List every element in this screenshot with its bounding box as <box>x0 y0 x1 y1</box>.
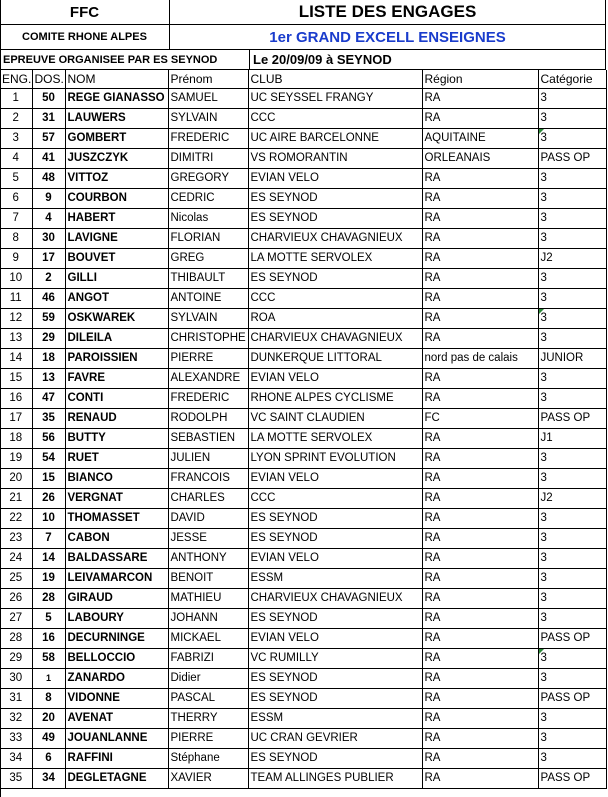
prenom-cell: DAVID <box>168 509 248 529</box>
nom-cell: LABOURY <box>65 609 168 629</box>
prenom-cell: ANTOINE <box>168 289 248 309</box>
dos-cell: 7 <box>32 529 65 549</box>
table-row <box>0 729 606 749</box>
region-cell: RA <box>422 469 538 489</box>
categorie-cell: 3 <box>538 269 606 289</box>
eng-cell: 8 <box>0 229 32 249</box>
categorie-cell: 3 <box>538 569 606 589</box>
dos-cell: 58 <box>32 649 65 669</box>
eng-cell: 20 <box>0 469 32 489</box>
prenom-cell: CEDRIC <box>168 189 248 209</box>
prenom-cell: SYLVAIN <box>168 109 248 129</box>
categorie-cell: 3 <box>538 709 606 729</box>
dos-cell: 2 <box>32 269 65 289</box>
dos-cell: 46 <box>32 289 65 309</box>
nom-cell: DILEILA <box>65 329 168 349</box>
region-cell: RA <box>422 309 538 329</box>
categorie-cell: 3 <box>538 389 606 409</box>
nom-cell: REGE GIANASSO <box>65 89 168 109</box>
region-cell: AQUITAINE <box>422 129 538 149</box>
region-cell: RA <box>422 529 538 549</box>
federation-label: FFC <box>0 0 170 25</box>
eng-cell: 18 <box>0 429 32 449</box>
categorie-cell: 3 <box>538 529 606 549</box>
club-cell: VC SAINT CLAUDIEN <box>248 409 422 429</box>
region-cell: RA <box>422 329 538 349</box>
table-row <box>0 309 606 329</box>
categorie-cell: JUNIOR <box>538 349 606 369</box>
table-row <box>0 709 606 729</box>
categorie-cell: PASS OP <box>538 769 606 789</box>
region-cell: RA <box>422 729 538 749</box>
eng-cell: 26 <box>0 589 32 609</box>
club-cell: ES SEYNOD <box>248 189 422 209</box>
club-cell: UC CRAN GEVRIER <box>248 729 422 749</box>
eng-cell: 4 <box>0 149 32 169</box>
nom-cell: RENAUD <box>65 409 168 429</box>
prenom-cell: FREDERIC <box>168 129 248 149</box>
region-cell: RA <box>422 709 538 729</box>
dos-cell: 59 <box>32 309 65 329</box>
region-cell: RA <box>422 449 538 469</box>
club-cell: EVIAN VELO <box>248 549 422 569</box>
table-row <box>0 329 606 349</box>
club-cell: ES SEYNOD <box>248 509 422 529</box>
nom-cell: BALDASSARE <box>65 549 168 569</box>
region-cell: RA <box>422 669 538 689</box>
region-cell: RA <box>422 609 538 629</box>
region-cell: ORLEANAIS <box>422 149 538 169</box>
table-row <box>0 569 606 589</box>
region-cell: RA <box>422 689 538 709</box>
nom-cell: RUET <box>65 449 168 469</box>
club-cell: CCC <box>248 289 422 309</box>
nom-cell: ZANARDO <box>65 669 168 689</box>
club-cell: ES SEYNOD <box>248 669 422 689</box>
dos-cell: 56 <box>32 429 65 449</box>
prenom-cell: RODOLPH <box>168 409 248 429</box>
categorie-cell: 3 <box>538 189 606 209</box>
col-header-club: CLUB <box>248 70 422 89</box>
prenom-cell: GREG <box>168 249 248 269</box>
nom-cell: HABERT <box>65 209 168 229</box>
dos-cell: 19 <box>32 569 65 589</box>
eng-cell: 19 <box>0 449 32 469</box>
club-cell: LYON SPRINT EVOLUTION <box>248 449 422 469</box>
prenom-cell: FREDERIC <box>168 389 248 409</box>
nom-cell: LAUWERS <box>65 109 168 129</box>
categorie-cell: J1 <box>538 429 606 449</box>
prenom-cell: SAMUEL <box>168 89 248 109</box>
dos-cell: 20 <box>32 709 65 729</box>
club-cell: CHARVIEUX CHAVAGNIEUX <box>248 589 422 609</box>
eng-cell: 22 <box>0 509 32 529</box>
table-row <box>0 509 606 529</box>
prenom-cell: FLORIAN <box>168 229 248 249</box>
categorie-cell: 3 <box>538 609 606 629</box>
club-cell: CHARVIEUX CHAVAGNIEUX <box>248 329 422 349</box>
table-row <box>0 449 606 469</box>
categorie-cell: 3 <box>538 229 606 249</box>
club-cell: ES SEYNOD <box>248 749 422 769</box>
region-cell: RA <box>422 549 538 569</box>
eng-cell: 13 <box>0 329 32 349</box>
region-cell: RA <box>422 589 538 609</box>
region-cell: RA <box>422 649 538 669</box>
nom-cell: CABON <box>65 529 168 549</box>
categorie-cell: 3 <box>538 509 606 529</box>
nom-cell: COURBON <box>65 189 168 209</box>
nom-cell: LEIVAMARCON <box>65 569 168 589</box>
categorie-cell: PASS OP <box>538 409 606 429</box>
dos-cell: 35 <box>32 409 65 429</box>
club-cell: EVIAN VELO <box>248 169 422 189</box>
prenom-cell: PIERRE <box>168 349 248 369</box>
dos-cell: 17 <box>32 249 65 269</box>
table-row <box>0 189 606 209</box>
region-cell: RA <box>422 249 538 269</box>
table-row <box>0 469 606 489</box>
categorie-cell: PASS OP <box>538 149 606 169</box>
table-row <box>0 529 606 549</box>
categorie-cell: 3 <box>538 589 606 609</box>
nom-cell: BELLOCCIO <box>65 649 168 669</box>
list-title: LISTE DES ENGAGES <box>170 0 606 25</box>
eng-cell: 23 <box>0 529 32 549</box>
nom-cell: FAVRE <box>65 369 168 389</box>
prenom-cell: Nicolas <box>168 209 248 229</box>
categorie-cell: 3 <box>538 129 606 149</box>
table-row <box>0 369 606 389</box>
eng-cell: 32 <box>0 709 32 729</box>
eng-cell: 24 <box>0 549 32 569</box>
col-header-eng: ENG. <box>0 70 32 89</box>
prenom-cell: GREGORY <box>168 169 248 189</box>
dos-cell: 6 <box>32 749 65 769</box>
region-cell: RA <box>422 189 538 209</box>
categorie-cell: 3 <box>538 449 606 469</box>
col-header-dos: DOS. <box>32 70 65 89</box>
prenom-cell: PIERRE <box>168 729 248 749</box>
prenom-cell: SEBASTIEN <box>168 429 248 449</box>
date-place-label: Le 20/09/09 à SEYNOD <box>250 50 606 70</box>
prenom-cell: FRANCOIS <box>168 469 248 489</box>
categorie-cell: 3 <box>538 649 606 669</box>
nom-cell: GIRAUD <box>65 589 168 609</box>
categorie-cell: 3 <box>538 289 606 309</box>
region-cell: RA <box>422 209 538 229</box>
categorie-cell: 3 <box>538 109 606 129</box>
dos-cell: 1 <box>32 669 65 689</box>
dos-cell: 48 <box>32 169 65 189</box>
eng-cell: 1 <box>0 89 32 109</box>
table-row <box>0 169 606 189</box>
eng-cell: 15 <box>0 369 32 389</box>
table-row <box>0 129 606 149</box>
club-cell: EVIAN VELO <box>248 469 422 489</box>
eng-cell: 2 <box>0 109 32 129</box>
club-cell: CCC <box>248 489 422 509</box>
club-cell: ROA <box>248 309 422 329</box>
eng-cell: 11 <box>0 289 32 309</box>
table-row <box>0 109 606 129</box>
nom-cell: VITTOZ <box>65 169 168 189</box>
nom-cell: DECURNINGE <box>65 629 168 649</box>
club-cell: ES SEYNOD <box>248 269 422 289</box>
nom-cell: BUTTY <box>65 429 168 449</box>
categorie-cell: 3 <box>538 169 606 189</box>
dos-cell: 8 <box>32 689 65 709</box>
eng-cell: 16 <box>0 389 32 409</box>
region-cell: nord pas de calais <box>422 349 538 369</box>
table-row <box>0 429 606 449</box>
dos-cell: 14 <box>32 549 65 569</box>
region-cell: RA <box>422 169 538 189</box>
club-cell: CHARVIEUX CHAVAGNIEUX <box>248 229 422 249</box>
region-cell: RA <box>422 629 538 649</box>
eng-cell: 21 <box>0 489 32 509</box>
club-cell: ESSM <box>248 569 422 589</box>
nom-cell: DEGLETAGNE <box>65 769 168 789</box>
categorie-cell: 3 <box>538 309 606 329</box>
prenom-cell: SYLVAIN <box>168 309 248 329</box>
eng-cell: 5 <box>0 169 32 189</box>
prenom-cell: Stéphane <box>168 749 248 769</box>
club-cell: DUNKERQUE LITTORAL <box>248 349 422 369</box>
table-row <box>0 669 606 689</box>
club-cell: LA MOTTE SERVOLEX <box>248 249 422 269</box>
dos-cell: 50 <box>32 89 65 109</box>
categorie-cell: 3 <box>538 469 606 489</box>
table-row <box>0 689 606 709</box>
table-row <box>0 769 606 789</box>
dos-cell: 4 <box>32 209 65 229</box>
dos-cell: 54 <box>32 449 65 469</box>
dos-cell: 57 <box>32 129 65 149</box>
prenom-cell: ANTHONY <box>168 549 248 569</box>
categorie-cell: PASS OP <box>538 689 606 709</box>
club-cell: ES SEYNOD <box>248 609 422 629</box>
column-header-row <box>0 70 606 89</box>
region-cell: RA <box>422 289 538 309</box>
dos-cell: 18 <box>32 349 65 369</box>
table-row <box>0 549 606 569</box>
nom-cell: CONTI <box>65 389 168 409</box>
eng-cell: 29 <box>0 649 32 669</box>
prenom-cell: MATHIEU <box>168 589 248 609</box>
nom-cell: LAVIGNE <box>65 229 168 249</box>
eng-cell: 17 <box>0 409 32 429</box>
table-row <box>0 229 606 249</box>
prenom-cell: JESSE <box>168 529 248 549</box>
region-cell: FC <box>422 409 538 429</box>
prenom-cell: CHRISTOPHE <box>168 329 248 349</box>
categorie-cell: 3 <box>538 89 606 109</box>
eng-cell: 30 <box>0 669 32 689</box>
table-row <box>0 349 606 369</box>
categorie-cell: 3 <box>538 729 606 749</box>
nom-cell: BIANCO <box>65 469 168 489</box>
club-cell: UC SEYSSEL FRANGY <box>248 89 422 109</box>
nom-cell: JUSZCZYK <box>65 149 168 169</box>
region-cell: RA <box>422 89 538 109</box>
eng-cell: 28 <box>0 629 32 649</box>
region-cell: RA <box>422 429 538 449</box>
club-cell: RHONE ALPES CYCLISME <box>248 389 422 409</box>
dos-cell: 26 <box>32 489 65 509</box>
categorie-cell: J2 <box>538 249 606 269</box>
dos-cell: 34 <box>32 769 65 789</box>
club-cell: VC RUMILLY <box>248 649 422 669</box>
region-cell: RA <box>422 769 538 789</box>
table-row <box>0 249 606 269</box>
categorie-cell: 3 <box>538 369 606 389</box>
table-row <box>0 269 606 289</box>
eng-cell: 9 <box>0 249 32 269</box>
region-cell: RA <box>422 509 538 529</box>
table-row <box>0 409 606 429</box>
prenom-cell: THIBAULT <box>168 269 248 289</box>
eng-cell: 35 <box>0 769 32 789</box>
eng-cell: 31 <box>0 689 32 709</box>
dos-cell: 5 <box>32 609 65 629</box>
prenom-cell: XAVIER <box>168 769 248 789</box>
nom-cell: GOMBERT <box>65 129 168 149</box>
table-row <box>0 389 606 409</box>
dos-cell: 47 <box>32 389 65 409</box>
eng-cell: 25 <box>0 569 32 589</box>
prenom-cell: Didier <box>168 669 248 689</box>
club-cell: LA MOTTE SERVOLEX <box>248 429 422 449</box>
eng-cell: 33 <box>0 729 32 749</box>
prenom-cell: CHARLES <box>168 489 248 509</box>
club-cell: ES SEYNOD <box>248 529 422 549</box>
col-header-region: Région <box>422 70 538 89</box>
sheet-left-border <box>0 0 1 797</box>
region-cell: RA <box>422 569 538 589</box>
categorie-cell: 3 <box>538 209 606 229</box>
prenom-cell: ALEXANDRE <box>168 369 248 389</box>
region-cell: RA <box>422 749 538 769</box>
prenom-cell: JOHANN <box>168 609 248 629</box>
categorie-cell: 3 <box>538 669 606 689</box>
table-row <box>0 589 606 609</box>
dos-cell: 13 <box>32 369 65 389</box>
eng-cell: 14 <box>0 349 32 369</box>
dos-cell: 49 <box>32 729 65 749</box>
eng-cell: 7 <box>0 209 32 229</box>
nom-cell: AVENAT <box>65 709 168 729</box>
region-cell: RA <box>422 369 538 389</box>
nom-cell: RAFFINI <box>65 749 168 769</box>
nom-cell: PAROISSIEN <box>65 349 168 369</box>
club-cell: CCC <box>248 109 422 129</box>
nom-cell: GILLI <box>65 269 168 289</box>
club-cell: EVIAN VELO <box>248 369 422 389</box>
table-row <box>0 649 606 669</box>
col-header-nom: NOM <box>65 70 168 89</box>
region-cell: RA <box>422 109 538 129</box>
table-row <box>0 209 606 229</box>
eng-cell: 27 <box>0 609 32 629</box>
categorie-cell: 3 <box>538 329 606 349</box>
table-row <box>0 749 606 769</box>
club-cell: TEAM ALLINGES PUBLIER <box>248 769 422 789</box>
eng-cell: 10 <box>0 269 32 289</box>
dos-cell: 29 <box>32 329 65 349</box>
table-row <box>0 89 606 109</box>
region-cell: RA <box>422 489 538 509</box>
nom-cell: BOUVET <box>65 249 168 269</box>
club-cell: ES SEYNOD <box>248 689 422 709</box>
club-cell: EVIAN VELO <box>248 629 422 649</box>
event-name: 1er GRAND EXCELL ENSEIGNES <box>170 25 606 50</box>
nom-cell: VERGNAT <box>65 489 168 509</box>
region-cell: RA <box>422 269 538 289</box>
categorie-cell: 3 <box>538 549 606 569</box>
table-row <box>0 489 606 509</box>
dos-cell: 30 <box>32 229 65 249</box>
eng-cell: 3 <box>0 129 32 149</box>
region-cell: RA <box>422 229 538 249</box>
eng-cell: 12 <box>0 309 32 329</box>
dos-cell: 10 <box>32 509 65 529</box>
table-row <box>0 289 606 309</box>
nom-cell: VIDONNE <box>65 689 168 709</box>
eng-cell: 6 <box>0 189 32 209</box>
categorie-cell: 3 <box>538 749 606 769</box>
prenom-cell: JULIEN <box>168 449 248 469</box>
table-row <box>0 609 606 629</box>
region-cell: RA <box>422 389 538 409</box>
categorie-cell: PASS OP <box>538 629 606 649</box>
col-header-prenom: Prénom <box>168 70 248 89</box>
prenom-cell: MICKAEL <box>168 629 248 649</box>
col-header-categorie: Catégorie <box>538 70 606 89</box>
nom-cell: OSKWAREK <box>65 309 168 329</box>
prenom-cell: BENOIT <box>168 569 248 589</box>
committee-label: COMITE RHONE ALPES <box>0 25 170 50</box>
organizer-label: EPREUVE ORGANISEE PAR ES SEYNOD <box>0 50 250 70</box>
nom-cell: JOUANLANNE <box>65 729 168 749</box>
club-cell: VS ROMORANTIN <box>248 149 422 169</box>
prenom-cell: DIMITRI <box>168 149 248 169</box>
nom-cell: ANGOT <box>65 289 168 309</box>
club-cell: ES SEYNOD <box>248 209 422 229</box>
dos-cell: 28 <box>32 589 65 609</box>
table-row <box>0 149 606 169</box>
table-row <box>0 629 606 649</box>
dos-cell: 16 <box>32 629 65 649</box>
nom-cell: THOMASSET <box>65 509 168 529</box>
dos-cell: 9 <box>32 189 65 209</box>
dos-cell: 41 <box>32 149 65 169</box>
entries-table <box>0 70 607 789</box>
eng-cell: 34 <box>0 749 32 769</box>
dos-cell: 15 <box>32 469 65 489</box>
prenom-cell: PASCAL <box>168 689 248 709</box>
club-cell: UC AIRE BARCELONNE <box>248 129 422 149</box>
club-cell: ESSM <box>248 709 422 729</box>
dos-cell: 31 <box>32 109 65 129</box>
prenom-cell: THERRY <box>168 709 248 729</box>
categorie-cell: J2 <box>538 489 606 509</box>
prenom-cell: FABRIZI <box>168 649 248 669</box>
